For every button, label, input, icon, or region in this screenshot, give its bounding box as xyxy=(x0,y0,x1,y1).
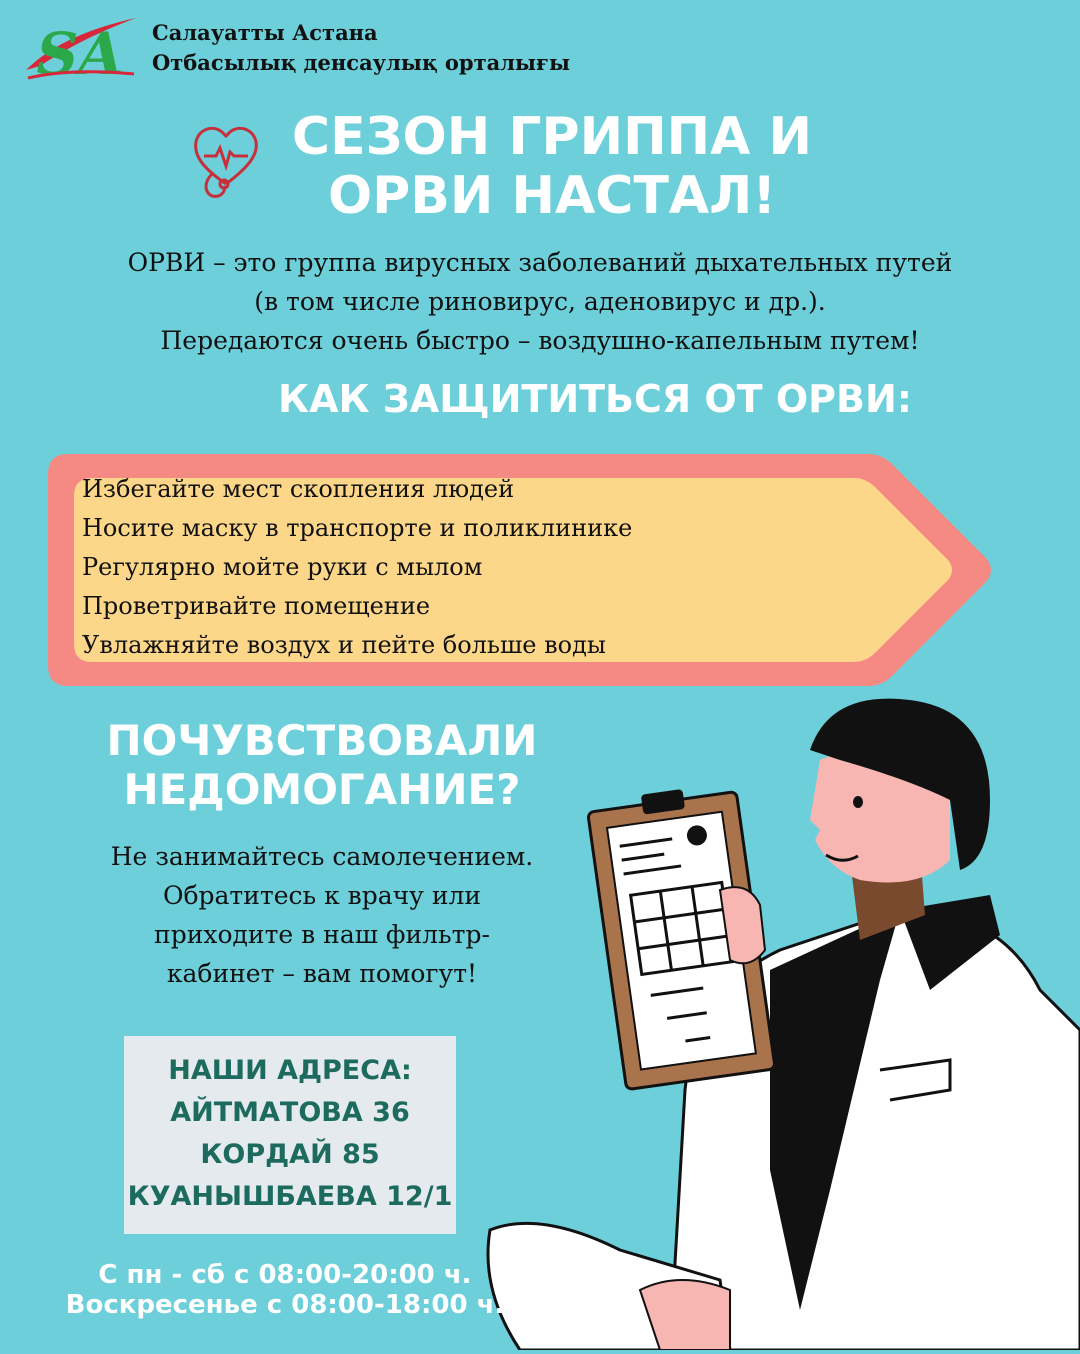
tip-item: Регулярно мойте руки с мылом xyxy=(82,553,483,581)
ill-heading xyxy=(82,716,562,814)
main-headline-line1: СЕЗОН ГРИППА И xyxy=(291,107,813,167)
logo-text: SA xyxy=(36,20,124,82)
address-item: АЙТМАТОВА 36 xyxy=(170,1097,410,1128)
address-item: КУАНЫШБАЕВА 12/1 xyxy=(127,1181,453,1212)
intro-line3: Передаются очень быстро – воздушно-капельным путем! xyxy=(160,326,920,355)
tips-list xyxy=(82,470,632,665)
address-item: КОРДАЙ 85 xyxy=(200,1139,380,1170)
ill-text xyxy=(92,837,552,993)
tip-item: Носите маску в транспорте и поликлинике xyxy=(82,514,633,542)
hours-weekdays: С пн - сб с 08:00-20:00 ч. xyxy=(98,1260,472,1290)
main-headline xyxy=(262,108,842,226)
org-name-line2: Отбасылық денсаулық орталығы xyxy=(152,50,571,75)
protect-heading: КАК ЗАЩИТИТЬСЯ ОТ ОРВИ: xyxy=(278,377,912,421)
intro-line1: ОРВИ – это группа вирусных заболеваний дыхательных путей xyxy=(127,248,953,277)
org-name xyxy=(152,18,570,78)
sa-logo-icon xyxy=(22,12,140,82)
tip-item: Увлажняйте воздух и пейте больше воды xyxy=(82,631,606,659)
ill-text-line3: приходите в наш фильтр- xyxy=(154,920,490,949)
opening-hours xyxy=(30,1260,540,1320)
logo xyxy=(22,12,140,82)
ill-text-line1: Не занимайтесь самолечением. xyxy=(110,842,534,871)
ill-heading-line1: ПОЧУВСТВОВАЛИ xyxy=(106,716,538,765)
tip-item: Проветривайте помещение xyxy=(82,592,431,620)
tip-item: Избегайте мест скопления людей xyxy=(82,475,515,503)
intro-text xyxy=(40,243,1040,360)
org-name-line1: Салауатты Астана xyxy=(152,20,378,45)
addresses-title: НАШИ АДРЕСА: xyxy=(168,1055,412,1086)
intro-line2: (в том числе риновирус, аденовирус и др.). xyxy=(254,287,826,316)
heart-stethoscope-icon xyxy=(190,122,262,204)
ill-text-line4: кабинет – вам помогут! xyxy=(166,959,478,988)
doctor-illustration xyxy=(480,690,1080,1350)
ill-heading-line2: НЕДОМОГАНИЕ? xyxy=(123,765,521,814)
hours-sunday: Воскресенье с 08:00-18:00 ч. xyxy=(65,1290,505,1320)
main-headline-line2: ОРВИ НАСТАЛ! xyxy=(327,166,777,226)
ill-text-line2: Обратитесь к врачу или xyxy=(162,881,482,910)
addresses-box xyxy=(124,1036,456,1234)
